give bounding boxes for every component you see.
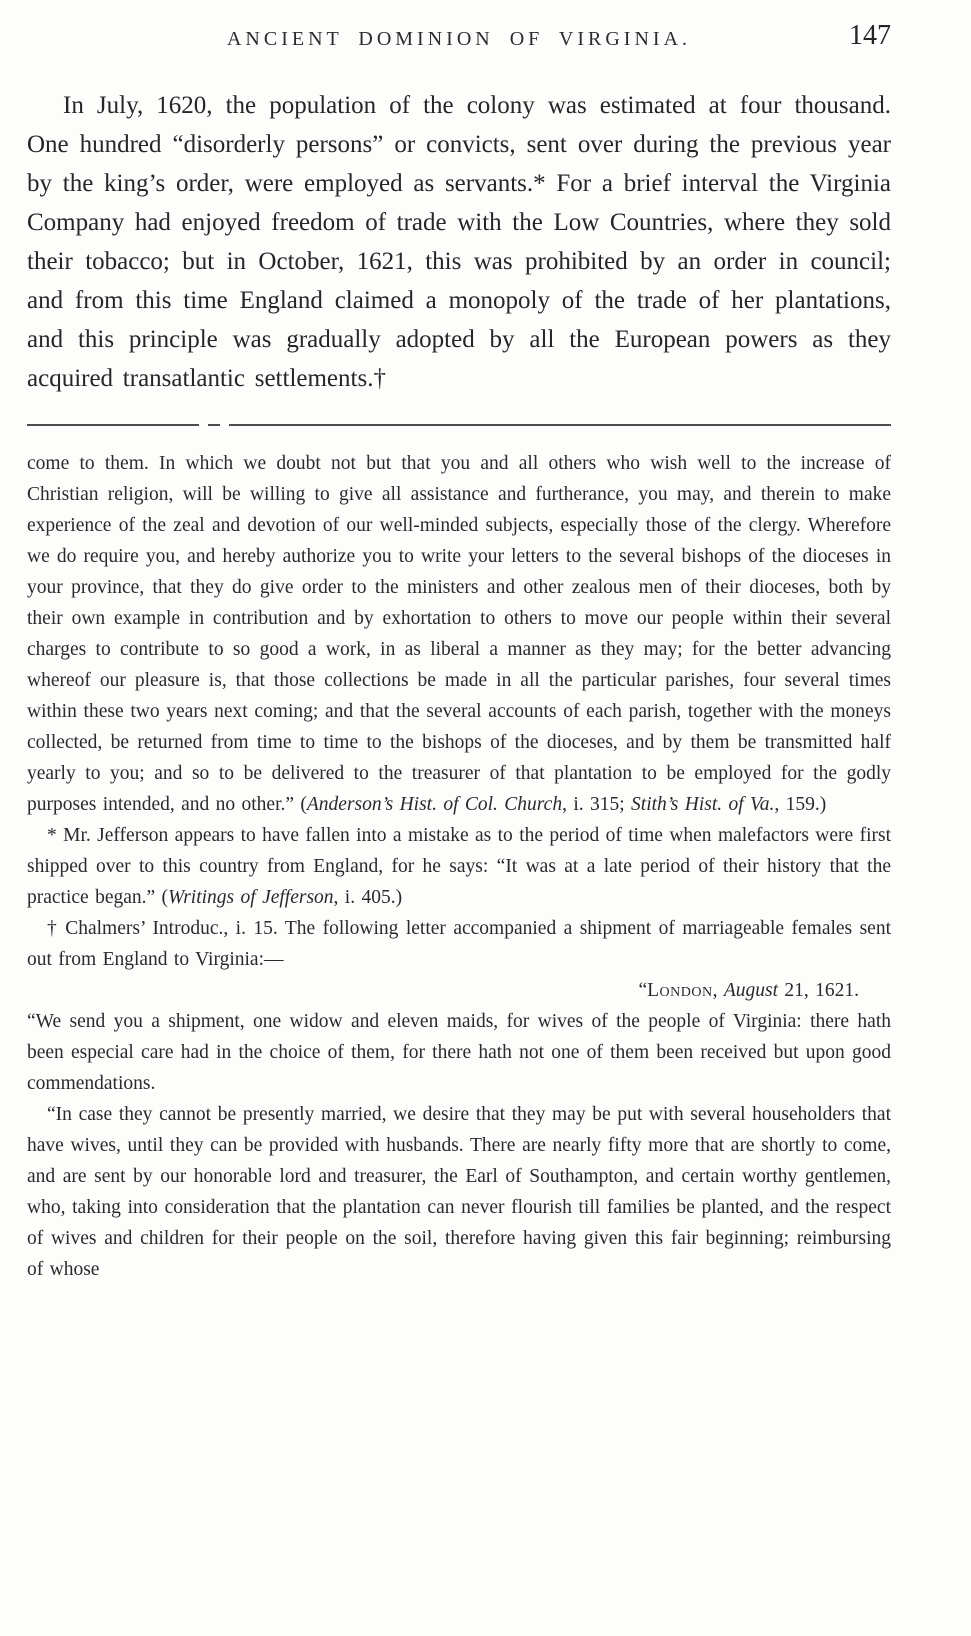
page-number: 147 (849, 20, 891, 51)
running-title: ANCIENT DOMINION OF VIRGINIA. (226, 28, 692, 50)
letter-paragraph-2: “In case they cannot be presently married, we desire that they may be put with several householders that have wives, until they can be provided with husbands. There are nearly fifty more that are shortly to come, and are sent by our honorable lord and treasurer, the Earl of Southampton, and certain worthy gentlemen, who, taking into consideration that the plantation can never flourish till families be planted, and the respect of wives and children for their people on the soil, therefore having given this fair beginning; reimbursing of whose (27, 1104, 891, 1280)
rule-segment (27, 424, 199, 426)
rule-segment (208, 424, 220, 426)
main-paragraph: In July, 1620, the population of the colony was estimated at four thousand. One hundred “disorderly persons” or convicts, sent over during the previous year by the king’s order, were employed as servants.* For a brief interval the Virginia Company had enjoyed freedom of trade with the Low Countries, where they sold their tobacco; but in October, 1621, this was prohibited by an order in council; and from this time England claimed a monopoly of the trade of her plantations, and this principle was gradually adopted by all the European powers as they acquired transatlantic settlements.† (27, 92, 891, 392)
rule-segment (229, 424, 891, 426)
footnotes-section (27, 448, 891, 1285)
page-header (27, 20, 891, 62)
footnote-chalmers: † Chalmers’ Introduc., i. 15. The following letter accompanied a shipment of marriageable females sent out from England to Virginia:— (27, 918, 891, 970)
letter-paragraph-1: “We send you a shipment, one widow and eleven maids, for wives of the people of Virginia: there hath been especial care had in the choice of them, for there hath not one of them been received but upon good commendations. (27, 1011, 891, 1094)
letter-dateline: “London, August 21, 1621. (638, 980, 859, 1001)
footnote-continuation: come to them. In which we doubt not but that you and all others who wish well to the increase of Christian religion, will be willing to give all assistance and furtherance, you may, and therein to make experience of the zeal and devotion of our well-minded subjects, especially those of the clergy. Wherefore we do require you, and hereby authorize you to write your letters to the several bishops of the dioceses in your province, that they do give order to the ministers and other zealous men of their dioceses, both by their own example in contribution and by exhortation to others to move our people within their several charges to contribute to so good a work, in as liberal a manner as they may; for the better advancing whereof our pleasure is, that those collections be made in all the particular parishes, four several times within these two years next coming; and that the several accounts of each parish, together with the moneys collected, be returned from time to time to the bishops of the dioceses, and by them be transmitted half yearly to you; and so to be delivered to the treasurer of that plantation to be employed for the godly purposes intended, and no other.” (Anderson’s Hist. of Col. Church, i. 315; Stith’s Hist. of Va., 159.) (27, 453, 891, 815)
footnote-jefferson: * Mr. Jefferson appears to have fallen into a mistake as to the period of time when malefactors were first shipped over to this country from England, for he says: “It was at a late period of their history that the practice began.” (Writings of Jefferson, i. 405.) (27, 825, 891, 908)
footnote-separator (27, 424, 891, 426)
